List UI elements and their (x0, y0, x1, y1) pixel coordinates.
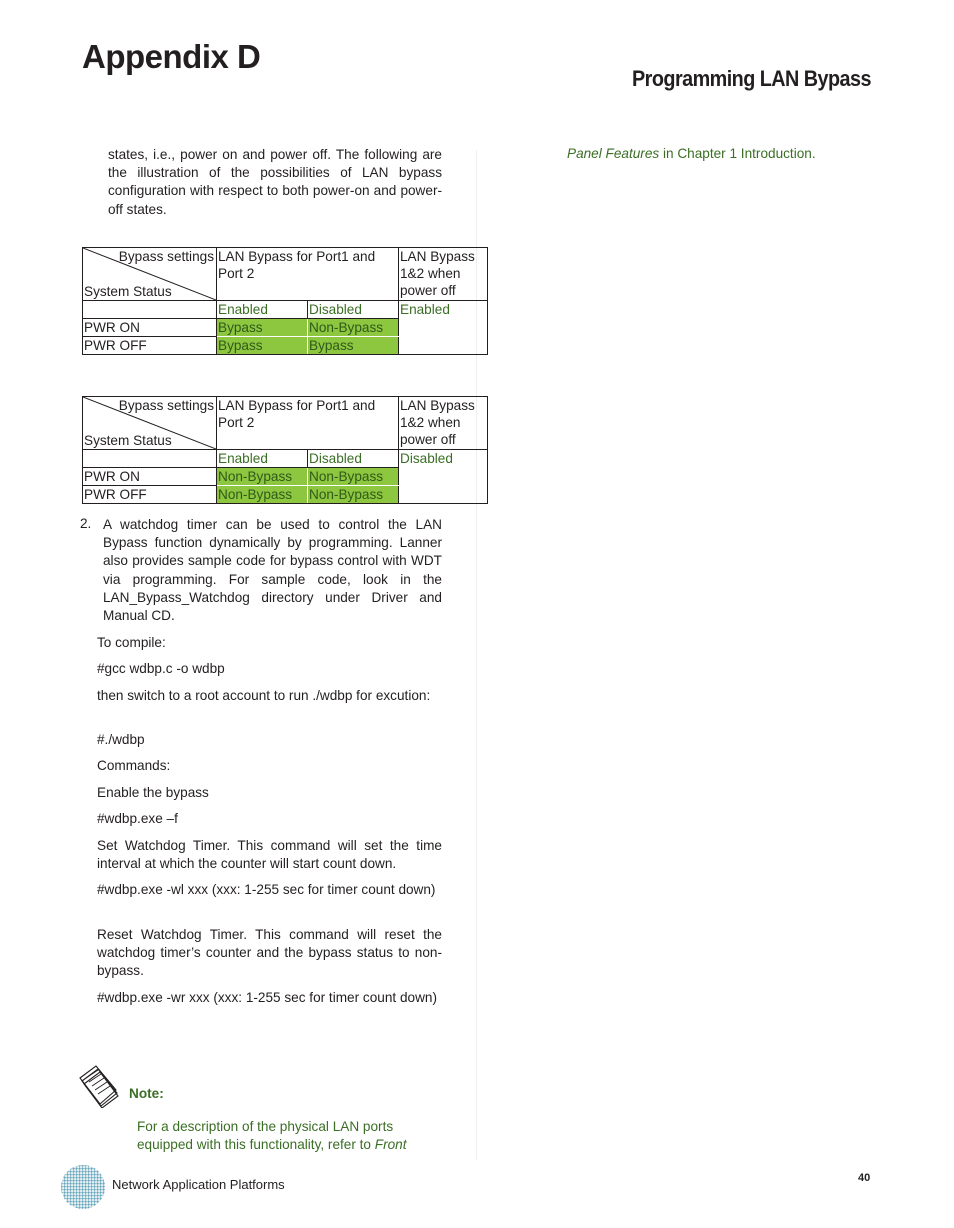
list-item-number: 2. (80, 516, 92, 531)
subheader-enabled: Enabled (217, 301, 308, 319)
cell-pwr-off-disabled: Non-Bypass (308, 486, 399, 504)
footer-text: Network Application Platforms (112, 1177, 285, 1192)
instruction-reset-timer-command: #wdbp.exe -wr xxx (xxx: 1-255 sec for timer count down) (97, 990, 437, 1005)
empty-cell (83, 450, 217, 468)
cell-pwr-off-enabled: Bypass (217, 337, 308, 355)
column-header-power-off: LAN Bypass 1&2 when power off (399, 397, 488, 450)
cell-pwr-off-enabled: Non-Bypass (217, 486, 308, 504)
row-label-pwr-off: PWR OFF (83, 337, 217, 355)
instruction-switch-root: then switch to a root account to run ./wdbp for excution: (97, 688, 431, 703)
company-logo-icon (60, 1164, 106, 1215)
table-corner-cell (83, 248, 217, 301)
instruction-compile: To compile: (97, 635, 166, 650)
bypass-table-2 (82, 396, 488, 504)
right-column-reference (567, 146, 816, 161)
instruction-enable-bypass: Enable the bypass (97, 785, 209, 800)
cell-pwr-on-disabled: Non-Bypass (308, 468, 399, 486)
note-text (137, 1118, 437, 1154)
instruction-gcc-command: #gcc wdbp.c -o wdbp (97, 661, 225, 676)
empty-cell (83, 301, 217, 319)
cell-pwr-on-enabled: Non-Bypass (217, 468, 308, 486)
cell-pwr-on-enabled: Bypass (217, 319, 308, 337)
cell-pwr-off-disabled: Bypass (308, 337, 399, 355)
subheader-enabled: Enabled (217, 450, 308, 468)
column-header-lan-bypass: LAN Bypass for Port1 and Port 2 (217, 248, 399, 301)
corner-system-status: System Status (84, 284, 172, 299)
item2-paragraph: A watchdog timer can be used to control the LAN Bypass function dynamically by programming. Lanner also provides sample code for bypass control with WDT via programming. For sample code, look in the LAN_Bypass_Watchdog directory under Driver and Manual CD. (103, 517, 442, 624)
ref-rest: in Chapter 1 Introduction. (659, 146, 816, 161)
row-label-pwr-on: PWR ON (83, 468, 217, 486)
instruction-reset-timer: Reset Watchdog Timer. This command will reset the watchdog timer’s counter and the bypass status to non-bypass. (97, 927, 442, 979)
page-number: 40 (858, 1172, 871, 1184)
note-italic: Front (374, 1137, 407, 1153)
column-header-power-off: LAN Bypass 1&2 when power off (399, 248, 488, 301)
row-label-pwr-off: PWR OFF (83, 486, 217, 504)
cell-pwr-on-disabled: Non-Bypass (308, 319, 399, 337)
corner-system-status: System Status (84, 433, 172, 448)
subheader-disabled: Disabled (308, 301, 399, 319)
instruction-run-command: #./wdbp (97, 732, 145, 747)
instruction-set-timer-command: #wdbp.exe -wl xxx (xxx: 1-255 sec for timer count down) (97, 882, 436, 897)
note-label: Note: (129, 1086, 164, 1101)
ref-italic: Panel Features (567, 146, 660, 161)
power-off-value: Enabled (399, 301, 488, 355)
corner-bypass-settings: Bypass settings (118, 249, 214, 264)
corner-bypass-settings: Bypass settings (118, 398, 214, 413)
subheader-disabled: Disabled (308, 450, 399, 468)
column-header-lan-bypass: LAN Bypass for Port1 and Port 2 (217, 397, 399, 450)
instruction-commands-heading: Commands: (97, 758, 171, 773)
row-label-pwr-on: PWR ON (83, 319, 217, 337)
appendix-title: Appendix D (82, 38, 261, 75)
intro-paragraph: states, i.e., power on and power off. The following are the illustration of the possibilities of LAN bypass configuration with respect to both power-on and power-off states. (108, 147, 442, 217)
instruction-set-timer: Set Watchdog Timer. This command will set the time interval at which the counter will start count down. (97, 838, 442, 872)
table-corner-cell (83, 397, 217, 450)
power-off-value: Disabled (399, 450, 488, 504)
note-pad-icon (76, 1064, 120, 1113)
note-body: For a description of the physical LAN ports equipped with this functionality, refer to (137, 1119, 394, 1153)
section-title: Programming LAN Bypass (632, 66, 871, 91)
bypass-table-1 (82, 247, 488, 355)
instruction-enable-command: #wdbp.exe –f (97, 811, 178, 826)
